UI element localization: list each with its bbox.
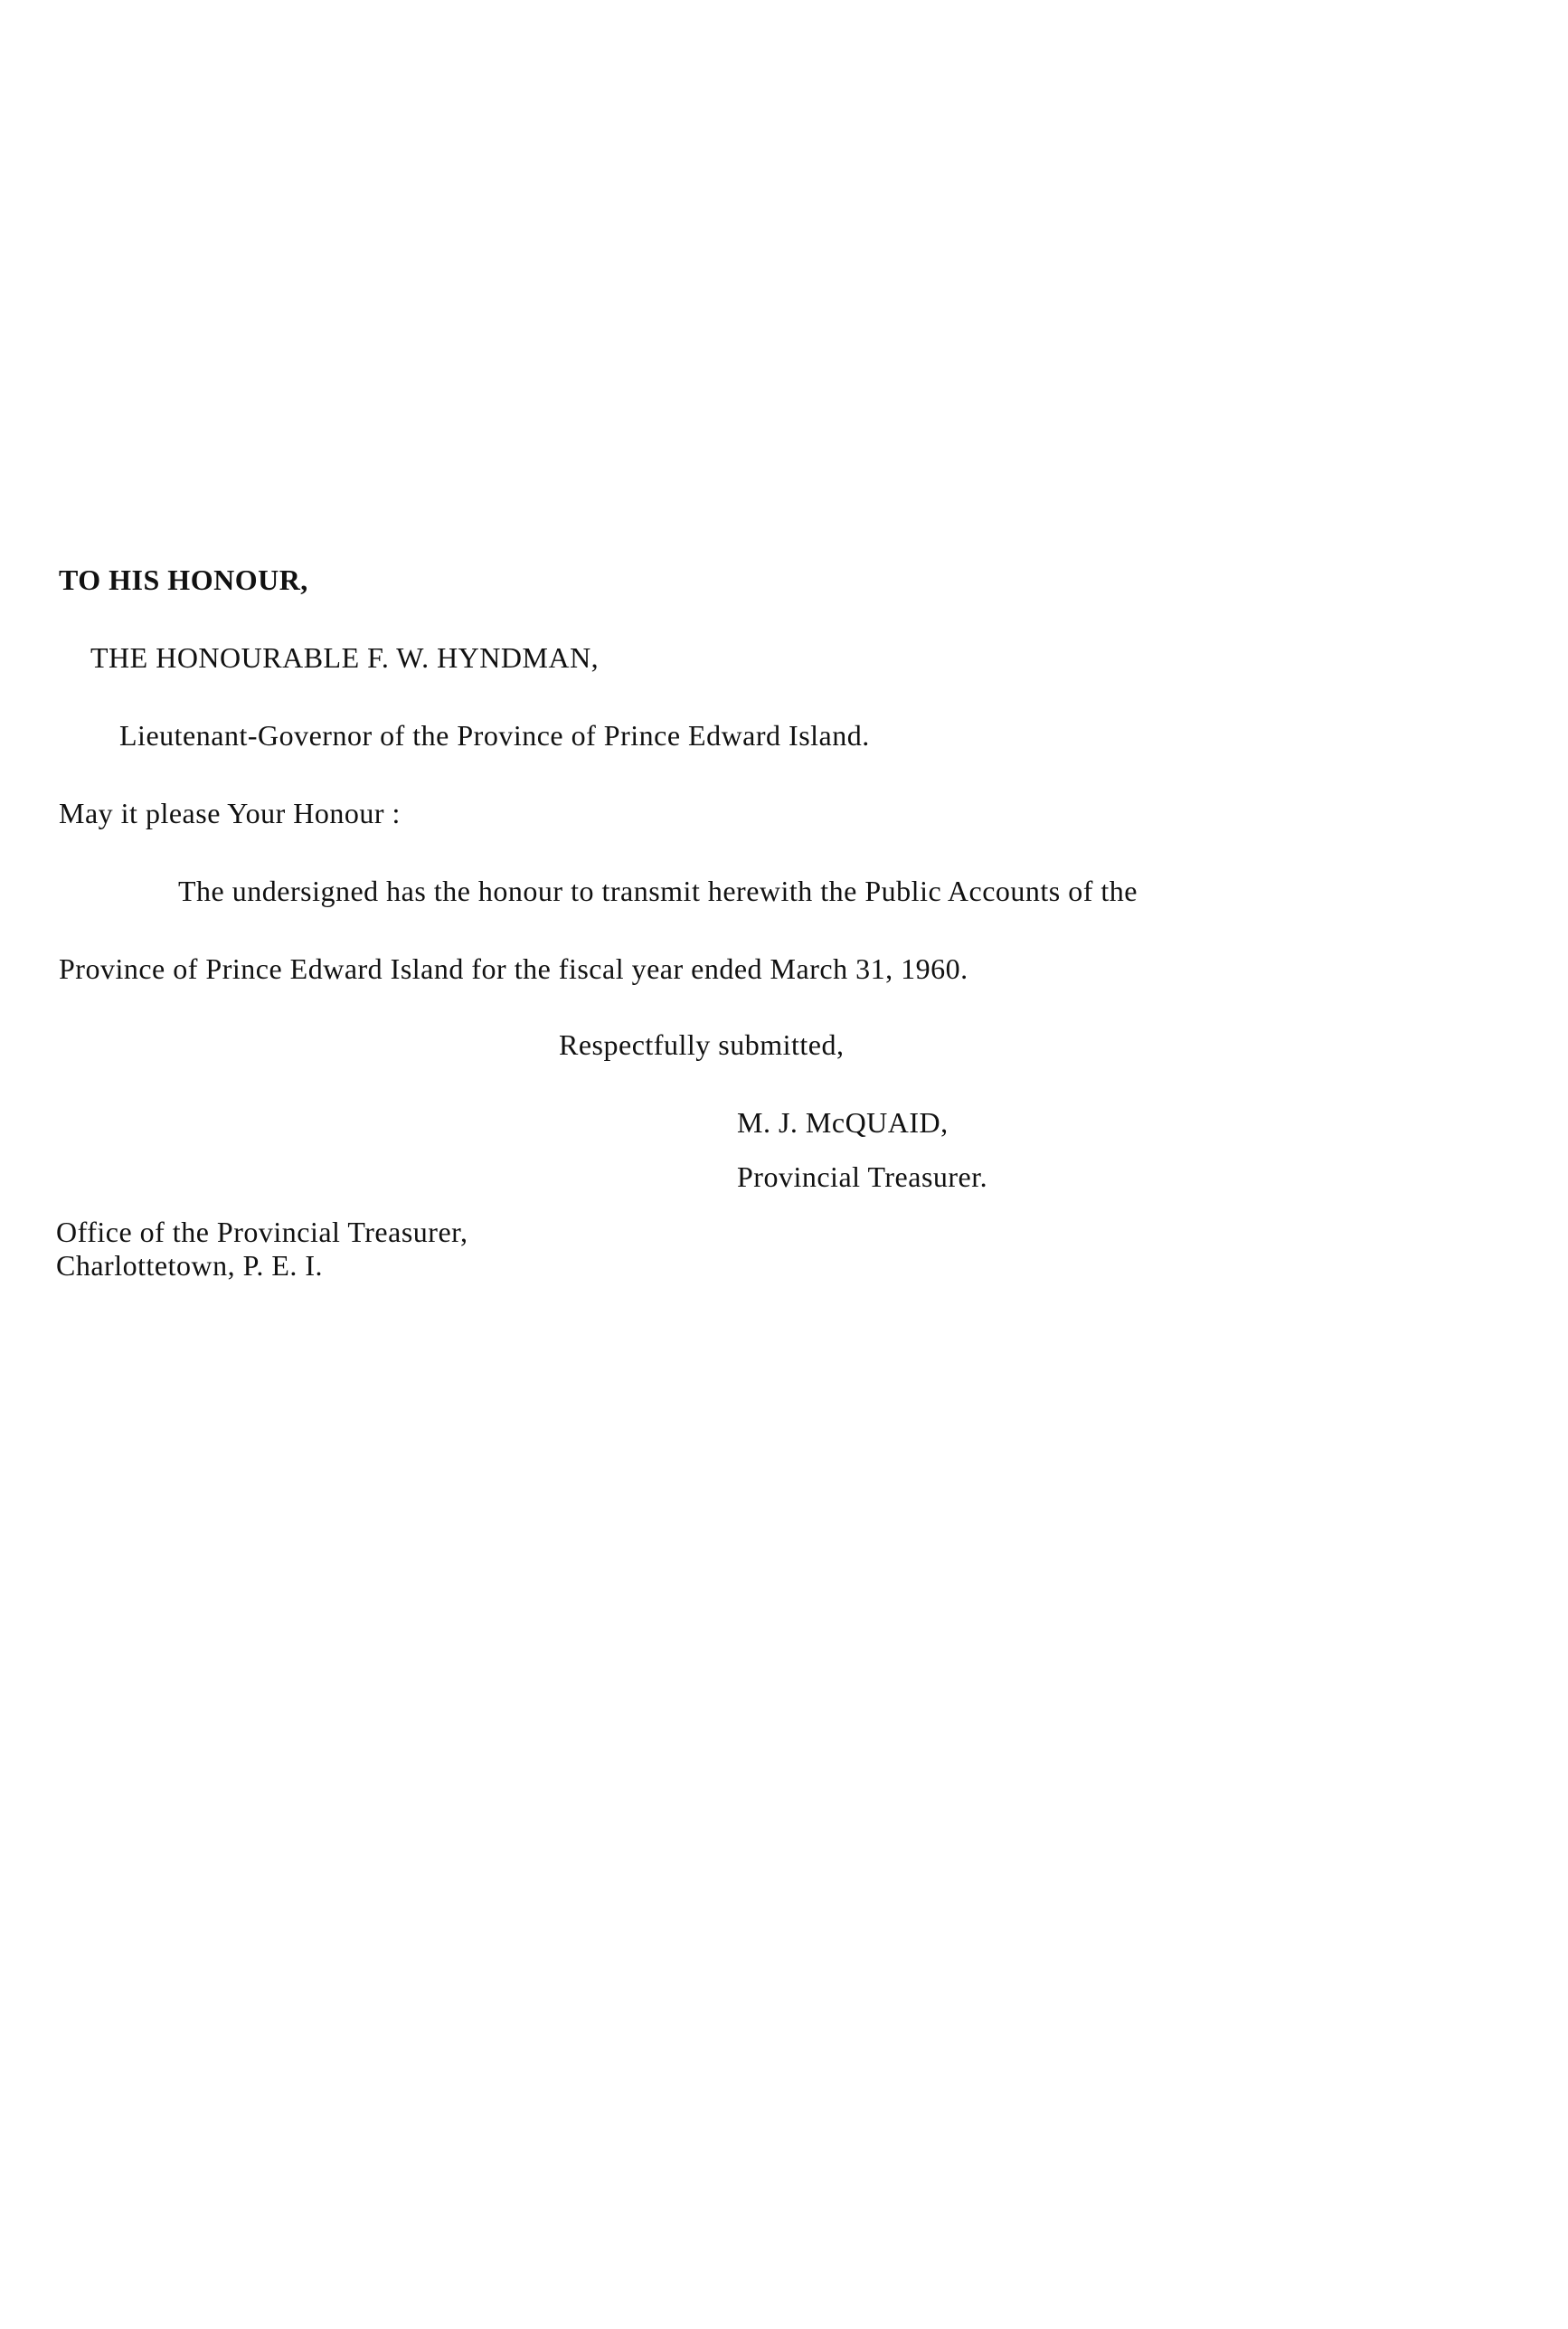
signatory-name: M. J. McQUAID,	[737, 1106, 949, 1139]
addressee-line: TO HIS HONOUR,	[59, 563, 308, 596]
sender-office: Office of the Provincial Treasurer,	[56, 1216, 468, 1248]
sender-location: Charlottetown, P. E. I.	[56, 1249, 324, 1282]
body-line-2: Province of Prince Edward Island for the fiscal year ended March 31, 1960.	[59, 952, 968, 985]
closing-line: Respectfully submitted,	[559, 1028, 845, 1061]
signatory-title: Provincial Treasurer.	[737, 1160, 988, 1193]
honourable-line: THE HONOURABLE F. W. HYNDMAN,	[90, 641, 600, 674]
office-title-line: Lieutenant-Governor of the Province of Prince Edward Island.	[119, 719, 870, 752]
body-line-1: The undersigned has the honour to transmit herewith the Public Accounts of the	[178, 875, 1138, 907]
salutation-line: May it please Your Honour :	[59, 797, 401, 829]
